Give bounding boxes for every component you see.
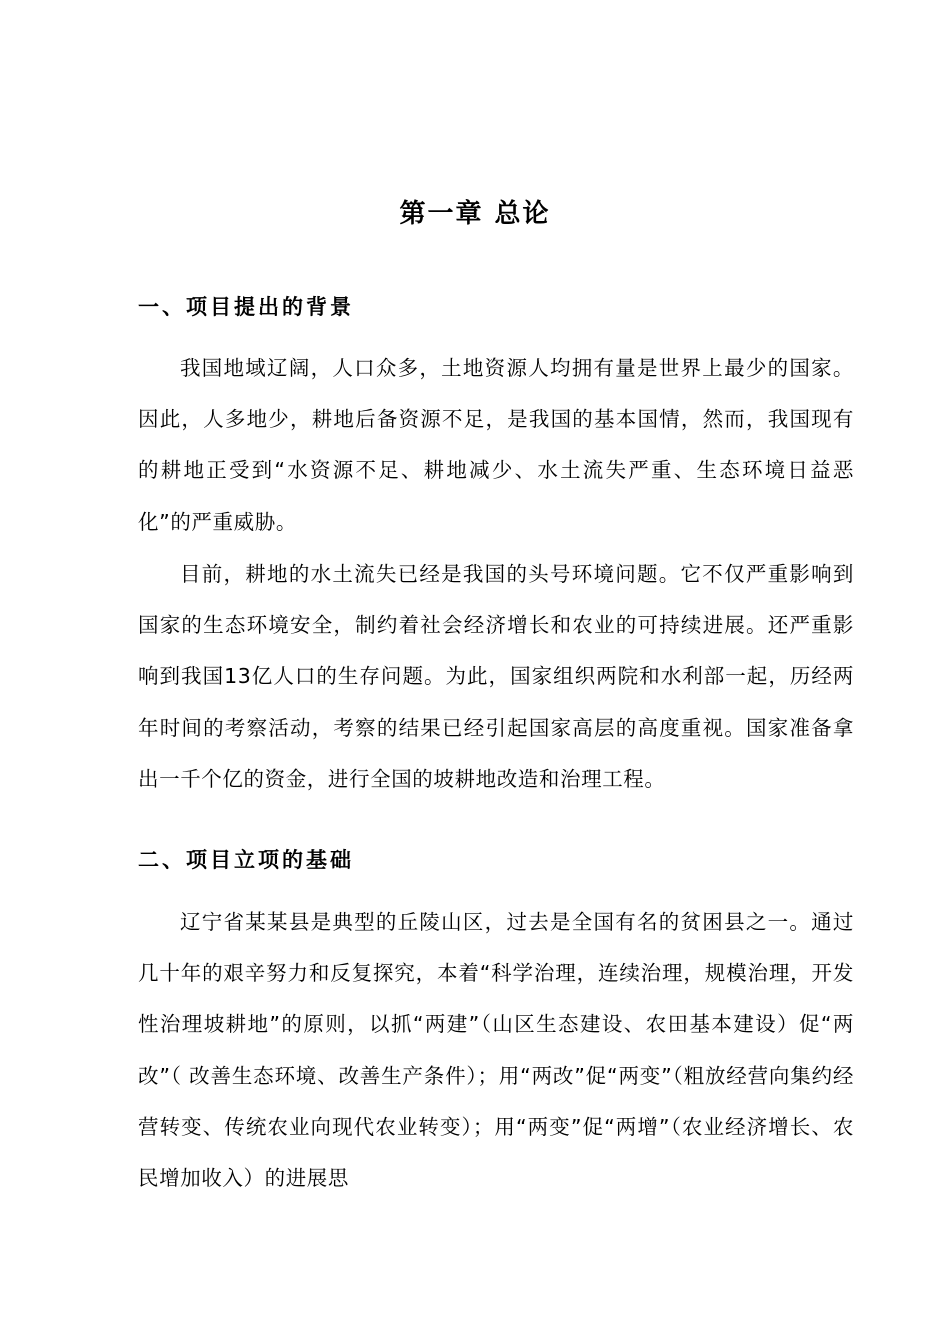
paragraph-background-2: 目前，耕地的水土流失已经是我国的头号环境问题。它不仅严重影响到国家的生态环境安全，制约着社会经济增长和农业的可持续进展。还严重影响到我国13亿人口的生存问题。为此，国家组织两院和水利部一起，历经两年时间的考察活动，考察的结果已经引起国家高层的高度重视。国家准备拿出一千个亿的资金，进行全国的坡耕地改造和治理工程。 bbox=[138, 562, 854, 791]
section-heading-foundation: 二、项目立项的基础 bbox=[138, 848, 354, 872]
section-heading-background: 一、项目提出的背景 bbox=[138, 295, 354, 319]
chapter-title: 第一章 总论 bbox=[399, 199, 551, 229]
paragraph-background-1: 我国地域辽阔，人口众多，土地资源人均拥有量是世界上最少的国家。因此，人多地少，耕地后备资源不足，是我国的基本国情，然而，我国现有的耕地正受到“水资源不足、耕地减少、水土流失严重、生态环境日益恶化”的严重威胁。 bbox=[138, 356, 854, 534]
paragraph-foundation-1: 辽宁省某某县是典型的丘陵山区，过去是全国有名的贫困县之一。通过几十年的艰辛努力和反复探究，本着“科学治理，连续治理，规模治理，开发性治理坡耕地”的原则，以抓“两建”（山区生态建设、农田基本建设）促“两改”（ 改善生态环境、改善生产条件）；用“两改”促“两变”（粗放经营向集约经营转变、传统农业向现代农业转变）；用“两变”促“两增”（农业经济增长、农民增加收入）的进展思 bbox=[138, 910, 854, 1191]
